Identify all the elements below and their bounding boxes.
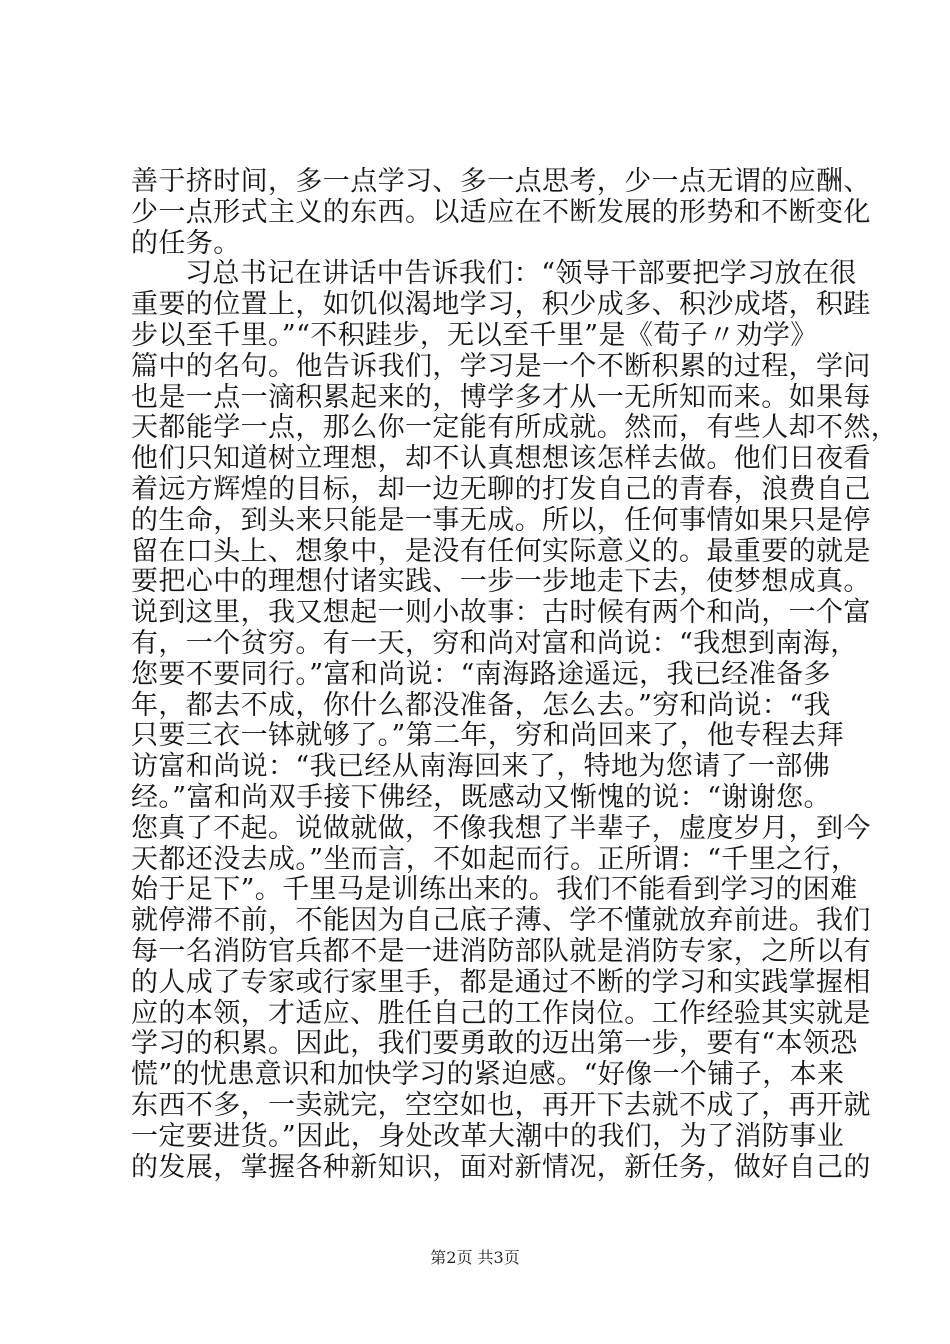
- text-line: 天都能学一点，那么你一定能有所成就。然而，有些人却不然，: [131, 412, 899, 444]
- text-line: 重要的位置上，如饥似渴地学习，积少成多、积沙成塔，积跬: [131, 289, 871, 321]
- text-line: 您要不要同行。”富和尚说：“南海路途遥远，我已经准备多: [131, 658, 831, 690]
- text-line: 的任务。: [131, 227, 241, 259]
- text-line: 始于足下”。千里马是训练出来的。我们不能看到学习的困难: [131, 874, 858, 906]
- text-line: 说到这里，我又想起一则小故事：古时候有两个和尚，一个富: [131, 597, 871, 629]
- text-line: 学习的积累。因此，我们要勇敢的迈出第一步，要有“本领恐: [131, 1028, 858, 1060]
- text-line: 一定要进货。”因此，身处改革大潮中的我们，为了消防事业: [131, 1120, 845, 1152]
- text-line: 访富和尚说：“我已经从南海回来了，特地为您请了一部佛: [131, 751, 831, 783]
- text-line: 就停滞不前，不能因为自己底子薄、学不懂就放弃前进。我们: [131, 905, 871, 937]
- text-line: 的人成了专家或行家里手，都是通过不断的学习和实践掌握相: [131, 966, 871, 998]
- text-line: 步以至千里。”“不积跬步，无以至千里”是《荀子〃劝学》: [131, 319, 818, 351]
- text-line: 他们只知道树立理想，却不认真想想该怎样去做。他们日夜看: [131, 443, 871, 475]
- text-line: 经。”富和尚双手接下佛经，既感动又惭愧的说：“谢谢您。: [131, 781, 831, 813]
- page-footer: 第2页 共3页: [430, 1248, 520, 1267]
- paragraph-start-line: 习总书记在讲话中告诉我们：“领导干部要把学习放在很: [185, 258, 857, 290]
- text-line: 东西不多，一卖就完，空空如也，再开下去就不成了，再开就: [131, 1089, 871, 1121]
- text-line: 善于挤时间，多一点学习、多一点思考，少一点无谓的应酬、: [131, 166, 871, 197]
- text-line: 每一名消防官兵都不是一进消防部队就是消防专家，之所以有: [131, 935, 871, 967]
- text-line: 您真了不起。说做就做，不像我想了半辈子，虚度岁月，到今: [131, 812, 871, 844]
- text-line: 年，都去不成，你什么都没准备，怎么去。”穷和尚说：“我: [131, 689, 831, 721]
- text-line: 应的本领，才适应、胜任自己的工作岗位。工作经验其实就是: [131, 997, 871, 1029]
- text-line: 篇中的名句。他告诉我们，学习是一个不断积累的过程，学问: [131, 350, 871, 382]
- text-line: 少一点形式主义的东西。以适应在不断发展的形势和不断变化: [131, 196, 871, 228]
- text-line: 要把心中的理想付诸实践、一步一步地走下去，使梦想成真。: [131, 566, 871, 598]
- text-line: 留在口头上、想象中，是没有任何实际意义的。最重要的就是: [131, 535, 871, 567]
- text-line: 也是一点一滴积累起来的，博学多才从一无所知而来。如果每: [131, 381, 871, 413]
- text-line: 只要三衣一钵就够了。”第二年，穷和尚回来了，他专程去拜: [131, 720, 845, 752]
- text-line: 的生命，到头来只能是一事无成。所以，任何事情如果只是停: [131, 504, 871, 536]
- text-line: 慌”的忧患意识和加快学习的紧迫感。“好像一个铺子，本来: [131, 1059, 845, 1091]
- text-line: 有，一个贫穷。有一天，穷和尚对富和尚说：“我想到南海，: [131, 627, 858, 659]
- text-line: 的发展，掌握各种新知识，面对新情况，新任务，做好自己的: [131, 1151, 871, 1183]
- body-text: [131, 166, 899, 1183]
- text-line: 着远方辉煌的目标，却一边无聊的打发自己的青春，浪费自己: [131, 473, 871, 505]
- text-line: 天都还没去成。”坐而言，不如起而行。正所谓：“千里之行，: [131, 843, 859, 875]
